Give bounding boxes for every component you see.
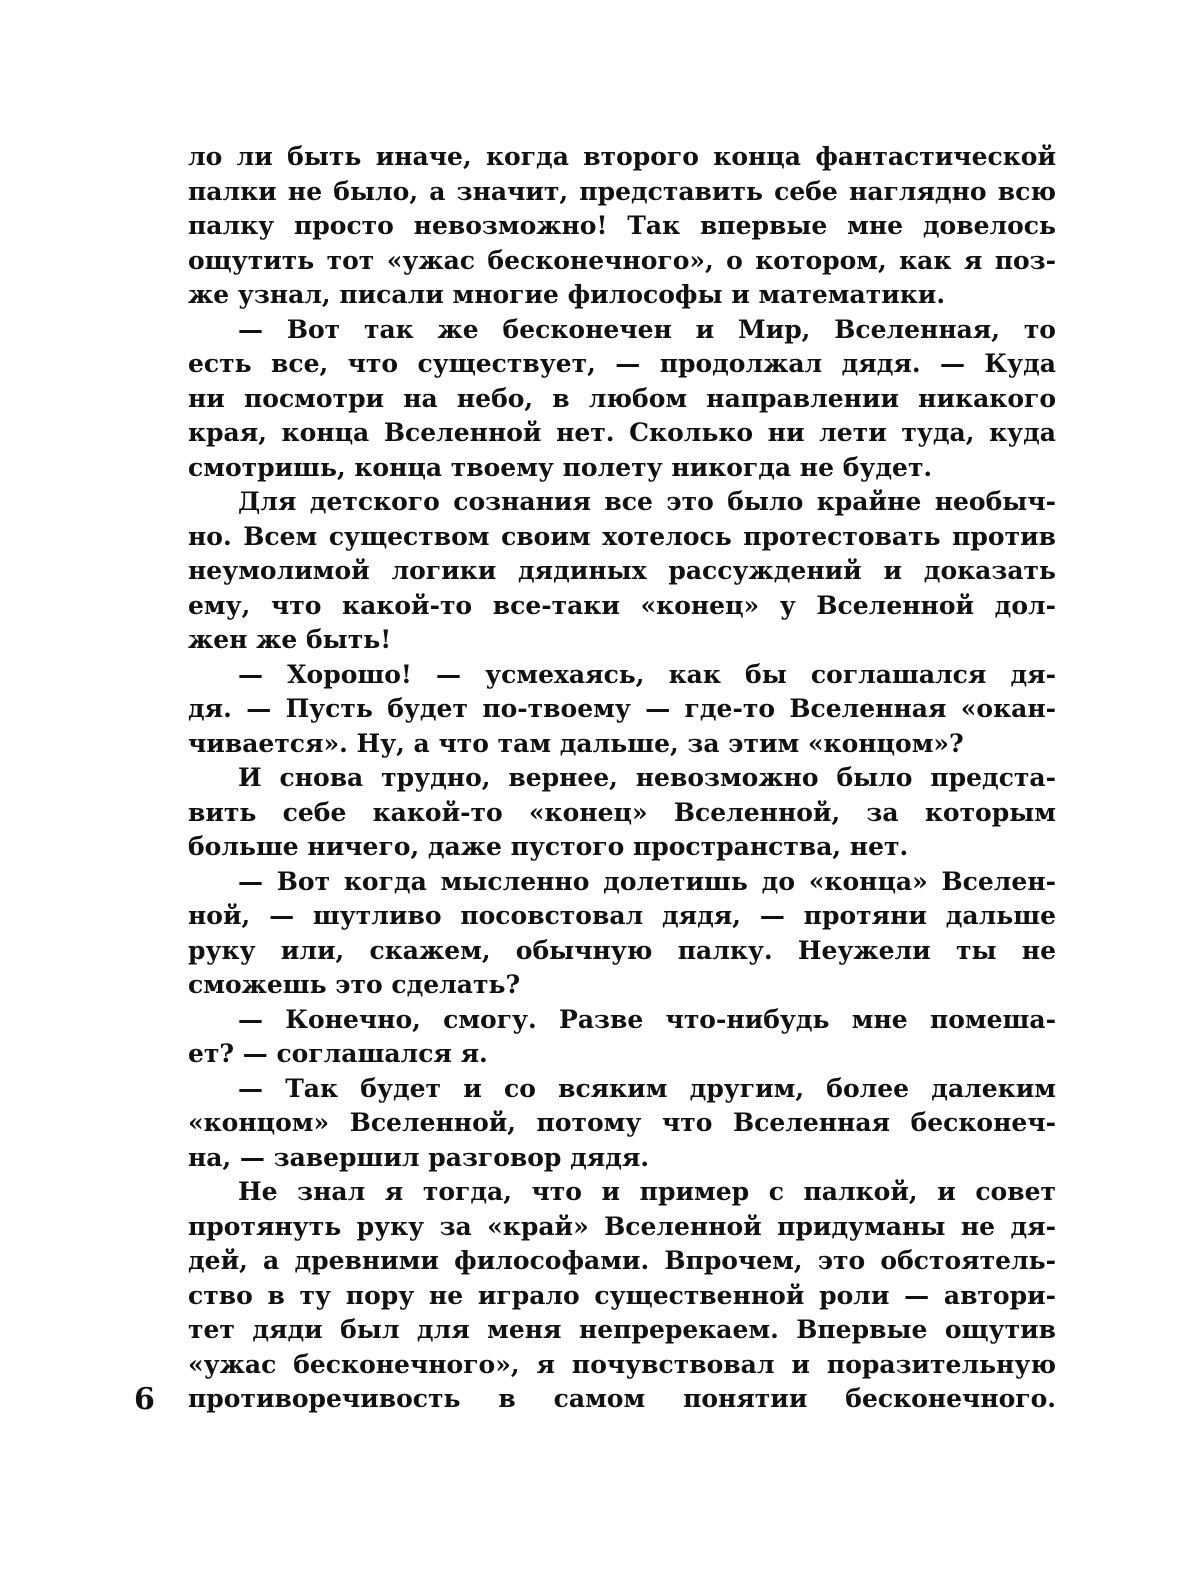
text-line: — Хорошо! — усмехаясь, как бы соглашался дя- <box>238 659 1056 689</box>
text-line: палки не было, а значит, представить себе наглядно всю <box>188 176 1056 206</box>
text-line: противоречивость в самом понятии бесконечного. <box>188 1384 1056 1413</box>
text-line: ощутить тот «ужас бесконечного», о котором, как я поз- <box>188 245 1056 275</box>
text-line: ной, — шутливо посовстовал дядя, — протяни дальше <box>188 901 1056 930</box>
text-line: тет дяди был для меня непререкаем. Впервые ощутив <box>188 1315 1056 1344</box>
text-line: Не знал я тогда, что и пример с палкой, и совет <box>238 1177 1056 1206</box>
text-line: «ужас бесконечного», я почувствовал и поразительную <box>188 1349 1056 1379</box>
text-line: — Конечно, смогу. Разве что-нибудь мне помеша- <box>238 1004 1056 1034</box>
text-line: — Вот так же бесконечен и Мир, Вселенная, то <box>238 314 1056 344</box>
text-line: ство в ту пору не играло существенной роли — автори- <box>188 1280 1056 1310</box>
text-line: палку просто невозможно! Так впервые мне довелось <box>188 211 1056 240</box>
text-line: ему, что какой-то все-таки «конец» у Вселенной дол- <box>188 590 1056 620</box>
text-line: протянуть руку за «край» Вселенной придуманы не дя- <box>188 1211 1056 1241</box>
text-line: чивается». Ну, а что там дальше, за этим «концом»? <box>188 728 964 758</box>
text-line: ло ли быть иначе, когда второго конца фантастической <box>188 142 1056 171</box>
text-line: руку или, скажем, обычную палку. Неужели ты не <box>188 935 1056 965</box>
text-line: ет? — соглашался я. <box>188 1039 488 1068</box>
text-line: но. Всем существом своим хотелось протестовать против <box>188 521 1056 551</box>
text-line: — Так будет и со всяким другим, более далеким <box>238 1073 1056 1103</box>
text-line: дя. — Пусть будет по-твоему — где-то Вселенная «окан- <box>188 694 1056 723</box>
text-line: «концом» Вселенной, потому что Вселенная бесконеч- <box>188 1108 1056 1137</box>
text-line: есть все, что существует, — продолжал дядя. — Куда <box>188 349 1056 378</box>
text-line: Для детского сознания все это было крайне необыч- <box>238 487 1056 516</box>
text-line: вить себе какой-то «конец» Вселенной, за которым <box>188 797 1056 827</box>
text-line: — Вот когда мысленно долетишь до «конца» Вселен- <box>238 866 1056 896</box>
text-line: дей, а древними философами. Впрочем, это обстоятель- <box>188 1246 1056 1275</box>
page-number: 6 <box>134 1382 155 1417</box>
text-line: больше ничего, даже пустого пространства, нет. <box>188 832 909 861</box>
text-line: ни посмотри на небо, в любом направлении никакого <box>188 383 1056 413</box>
body-text <box>188 140 1056 1417</box>
text-line: края, конца Вселенной нет. Сколько ни лети туда, куда <box>188 418 1056 447</box>
text-line: смотришь, конца твоему полету никогда не будет. <box>188 452 933 482</box>
text-line: И снова трудно, вернее, невозможно было предста- <box>238 763 1056 792</box>
text-line: жен же быть! <box>188 625 392 654</box>
text-line: неумолимой логики дядиных рассуждений и доказать <box>188 556 1056 585</box>
text-line: на, — завершил разговор дядя. <box>188 1142 650 1172</box>
text-line: сможешь это сделать? <box>188 970 521 999</box>
text-line: же узнал, писали многие философы и математики. <box>188 280 946 309</box>
